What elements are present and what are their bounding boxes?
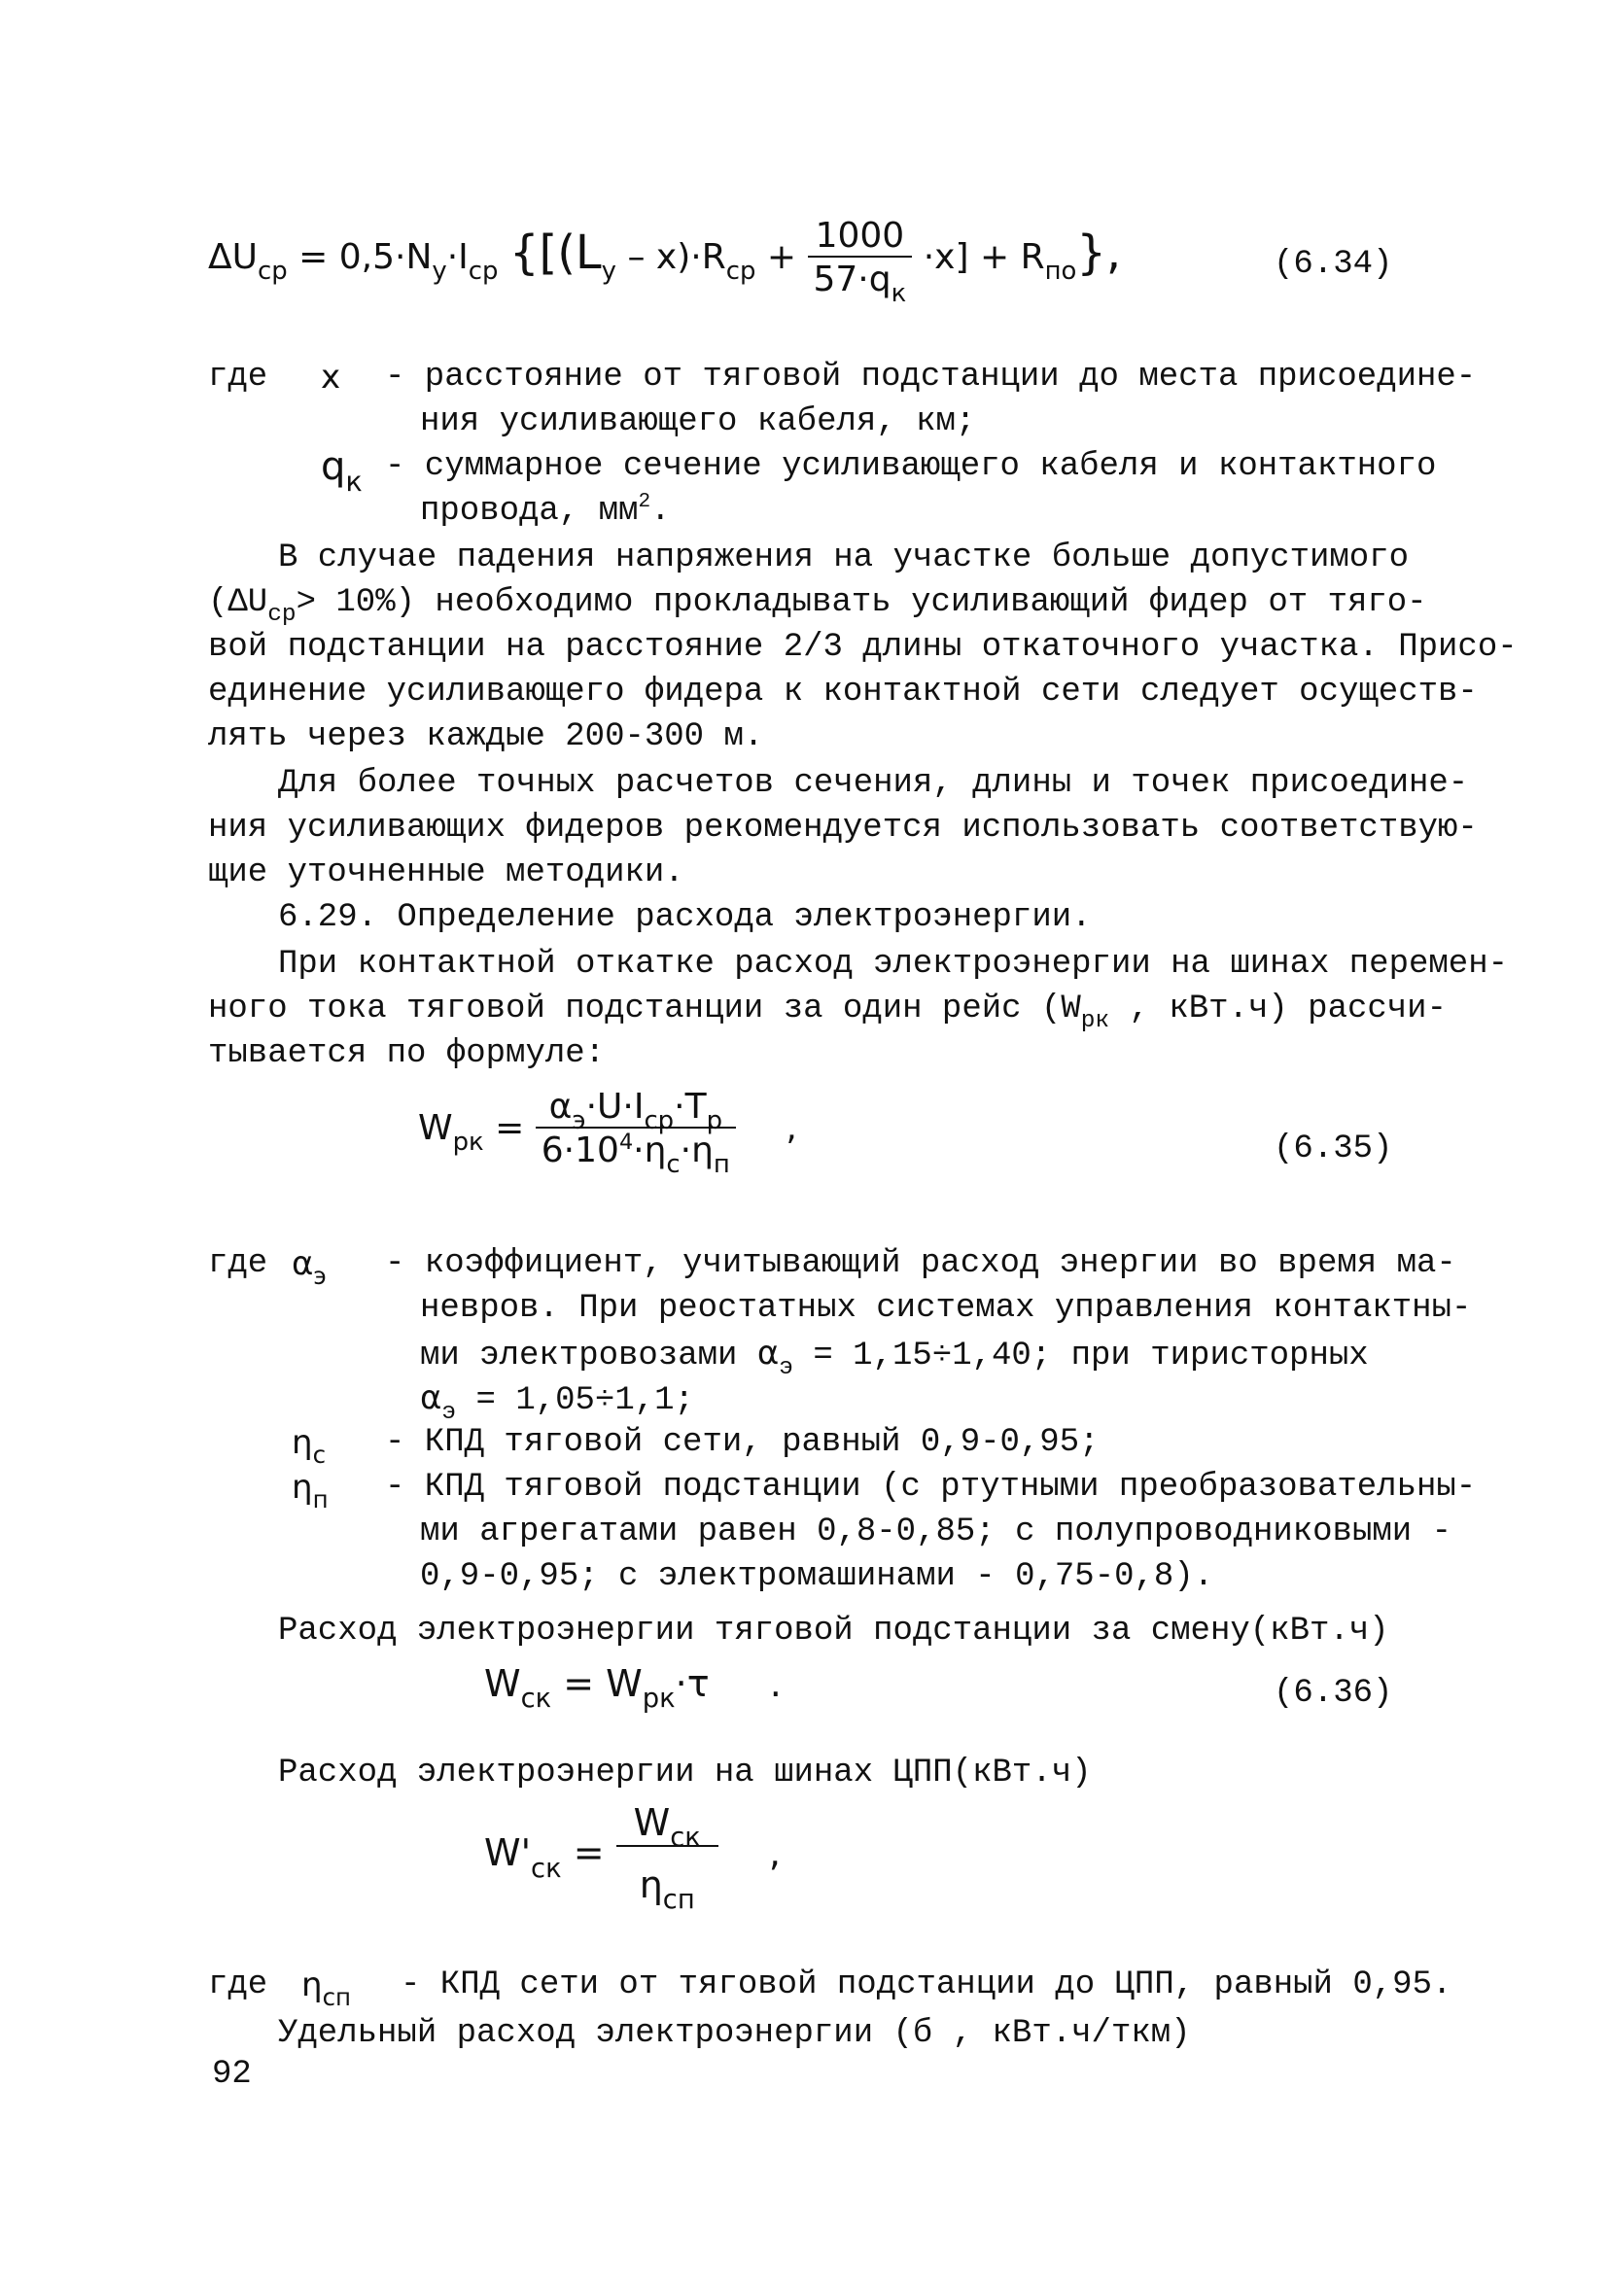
symbol-eta-c: $\eta_с$	[292, 1423, 327, 1470]
paragraph-line: ния усиливающих фидеров рекомендуется использовать соответствую-	[208, 810, 1478, 847]
definition-text: 0,9-0,95; с электромашинами - 0,75-0,8).	[420, 1558, 1214, 1595]
paragraph-line: щие уточненные методики.	[208, 854, 684, 891]
formula-w-prime: $W'_{ск}$ = $\frac{W_{ск}}{\eta_{сп}}$ ,	[484, 1801, 781, 1916]
symbol-qk: $q_к$	[321, 444, 363, 499]
equation-number: (6.35)	[1274, 1131, 1393, 1167]
definition-text: - суммарное сечение усиливающего кабеля и контактного	[385, 448, 1437, 485]
paragraph-line: При контактной откатке расход электроэнергии на шинах перемен-	[278, 946, 1509, 983]
paragraph-line: В случае падения напряжения на участке больше допустимого	[278, 539, 1409, 576]
definition-text: провода, $мм^2$.	[420, 490, 671, 530]
formula-6-35: $W_{рк}$ = $\frac{\alpha_э\cdot U\cdot I_{ср}\cdot T_р}{6\cdot 10^4\cdot\eta_с\cdot\eta_п}$ ,	[418, 1087, 797, 1180]
symbol-eta-p: $\eta_п$	[292, 1468, 329, 1514]
equation-number: (6.34)	[1274, 246, 1393, 283]
paragraph-line: Удельный расход электроэнергии (б , кВт.ч/ткм)	[278, 2015, 1191, 2052]
symbol-x: x	[321, 358, 341, 397]
definition-text: ми электровозами $\alpha_э = 1,15\div 1,40$; при тиристорных	[420, 1334, 1369, 1382]
formula-6-36: $W_{ск} = W_{рк}\cdot\tau$ .	[484, 1662, 782, 1715]
paragraph-line: вой подстанции на расстояние 2/3 длины откаточного участка. Присо-	[208, 629, 1518, 666]
paragraph-line: ного тока тяговой подстанции за один рейс ($W_{рк}$ , кВт.ч) рассчи-	[208, 991, 1447, 1035]
paragraph-line: тывается по формуле:	[208, 1035, 606, 1072]
symbol-alpha-e: $\alpha_э$	[292, 1244, 327, 1291]
definition-text: - КПД сети от тяговой подстанции до ЦПП, равный 0,95.	[401, 1966, 1452, 2003]
definition-text: - коэффициент, учитывающий расход энергии во время ма-	[385, 1245, 1456, 1282]
definition-text: - КПД тяговой сети, равный 0,9-0,95;	[385, 1424, 1100, 1461]
section-heading: 6.29. Определение расхода электроэнергии.	[278, 899, 1092, 936]
formula-lhs: ΔU	[208, 237, 258, 278]
formula-fraction: $\frac{1000}{57\cdot q_к}$	[808, 216, 913, 301]
definition-text: невров. При реостатных системах управления контактны-	[420, 1290, 1472, 1327]
page-number: 92	[212, 2056, 252, 2093]
symbol-eta-sp: $\eta_{сп}$	[301, 1966, 352, 2012]
definition-text: $\alpha_э = 1,05\div 1,1$;	[420, 1378, 694, 1427]
paragraph-line: Расход электроэнергии на шинах ЦПП(кВт.ч)	[278, 1755, 1092, 1792]
formula-fraction: $\frac{\alpha_э\cdot U\cdot I_{ср}\cdot T_р}{6\cdot 10^4\cdot\eta_с\cdot\eta_п}$	[536, 1087, 736, 1172]
paragraph-line: Расход электроэнергии тяговой подстанции за смену(кВт.ч)	[278, 1613, 1389, 1650]
where-label: где	[208, 1966, 268, 2003]
equation-number: (6.36)	[1274, 1675, 1393, 1712]
paragraph-line: $(\Delta U_{ср}> 10\%)$ необходимо прокладывать усиливающий фидер от тяго-	[208, 584, 1427, 629]
where-label: где	[208, 1245, 268, 1282]
definition-text: - КПД тяговой подстанции (с ртутными преобразовательны-	[385, 1469, 1477, 1506]
paragraph-line: Для более точных расчетов сечения, длины и точек присоедине-	[278, 765, 1469, 802]
formula-fraction: $\frac{W_{ск}}{\eta_{сп}}$	[616, 1802, 718, 1908]
definition-text: ми агрегатами равен 0,8-0,85; с полупроводниковыми -	[420, 1513, 1451, 1550]
formula-6-34: $\Delta U_{ср} = 0,5\cdot N_y\cdot I_{ср}$ {[$(L_y - x)\cdot R_{ср}$ + $\frac{1000}{57\cdot q_к}$ $\cdot x] + R_{по}$},	[208, 216, 1122, 309]
definition-text: - расстояние от тяговой подстанции до места присоедине-	[385, 359, 1477, 396]
paragraph-line: лять через каждые 200-300 м.	[208, 718, 764, 755]
definition-text: ния усиливающего кабеля, км;	[420, 403, 976, 440]
paragraph-line: единение усиливающего фидера к контактной сети следует осуществ-	[208, 674, 1478, 711]
where-label: где	[208, 359, 268, 396]
